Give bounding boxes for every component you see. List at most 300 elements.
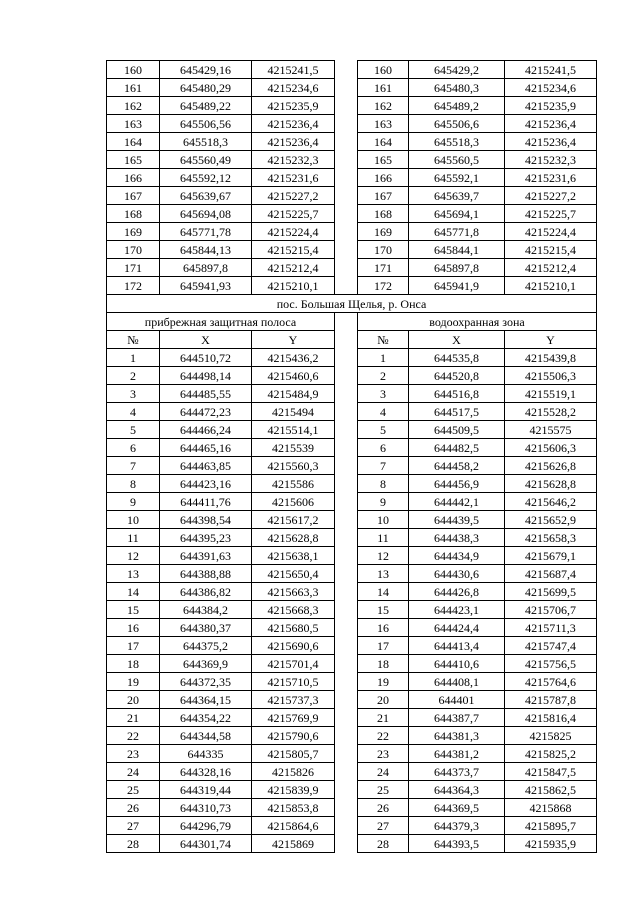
column-gap (335, 367, 358, 385)
left-point-number: 22 (107, 727, 160, 745)
left-y-coordinate: 4215701,4 (252, 655, 335, 673)
table-row (107, 115, 597, 133)
right-point-number: 11 (358, 529, 409, 547)
table-row (107, 151, 597, 169)
left-point-number: 8 (107, 475, 160, 493)
left-x-coordinate: 645941,93 (160, 277, 252, 295)
left-y-coordinate: 4215650,4 (252, 565, 335, 583)
right-x-coordinate: 644482,5 (409, 439, 505, 457)
left-y-coordinate: 4215638,1 (252, 547, 335, 565)
right-y-coordinate: 4215575 (505, 421, 597, 439)
right-x-coordinate: 645639,7 (409, 187, 505, 205)
table-row (107, 529, 597, 547)
column-gap (335, 799, 358, 817)
column-gap (335, 601, 358, 619)
right-point-number: 7 (358, 457, 409, 475)
right-y-coordinate: 4215236,4 (505, 115, 597, 133)
left-x-coordinate: 644395,23 (160, 529, 252, 547)
right-point-number: 4 (358, 403, 409, 421)
left-point-number: 7 (107, 457, 160, 475)
right-x-coordinate: 645518,3 (409, 133, 505, 151)
section-title: пос. Большая Щелья, р. Онса (107, 295, 597, 313)
right-y-coordinate: 4215241,5 (505, 61, 597, 79)
right-point-number: 25 (358, 781, 409, 799)
right-point-number: 9 (358, 493, 409, 511)
left-x-coordinate: 645429,16 (160, 61, 252, 79)
column-gap (335, 781, 358, 799)
right-x-coordinate: 645506,6 (409, 115, 505, 133)
right-x-coordinate: 644456,9 (409, 475, 505, 493)
left-y-coordinate: 4215586 (252, 475, 335, 493)
right-x-coordinate: 645489,2 (409, 97, 505, 115)
column-gap (335, 241, 358, 259)
table-row (107, 277, 597, 295)
left-x-coordinate: 644375,2 (160, 637, 252, 655)
right-header-number: № (358, 331, 409, 349)
left-x-coordinate: 644398,54 (160, 511, 252, 529)
right-x-coordinate: 644424,4 (409, 619, 505, 637)
right-point-number: 12 (358, 547, 409, 565)
left-y-coordinate: 4215769,9 (252, 709, 335, 727)
right-y-coordinate: 4215825 (505, 727, 597, 745)
right-x-coordinate: 644393,5 (409, 835, 505, 853)
right-point-number: 2 (358, 367, 409, 385)
left-point-number: 12 (107, 547, 160, 565)
right-point-number: 19 (358, 673, 409, 691)
table-row (107, 349, 597, 367)
right-point-number: 21 (358, 709, 409, 727)
table-row (107, 655, 597, 673)
left-y-coordinate: 4215225,7 (252, 205, 335, 223)
left-y-coordinate: 4215864,6 (252, 817, 335, 835)
right-x-coordinate: 645694,1 (409, 205, 505, 223)
column-gap (335, 511, 358, 529)
right-point-number: 165 (358, 151, 409, 169)
left-header-number: № (107, 331, 160, 349)
right-point-number: 22 (358, 727, 409, 745)
table-row (107, 691, 597, 709)
column-gap (335, 205, 358, 223)
left-x-coordinate: 644472,23 (160, 403, 252, 421)
column-gap (335, 115, 358, 133)
table-row (107, 817, 597, 835)
right-point-number: 167 (358, 187, 409, 205)
left-x-coordinate: 644296,79 (160, 817, 252, 835)
right-point-number: 13 (358, 565, 409, 583)
column-gap (335, 403, 358, 421)
table-row (107, 745, 597, 763)
left-point-number: 17 (107, 637, 160, 655)
left-x-coordinate: 644391,63 (160, 547, 252, 565)
table-row (107, 763, 597, 781)
column-gap (335, 709, 358, 727)
left-x-coordinate: 644372,35 (160, 673, 252, 691)
left-point-number: 6 (107, 439, 160, 457)
left-point-number: 24 (107, 763, 160, 781)
right-point-number: 164 (358, 133, 409, 151)
left-y-coordinate: 4215539 (252, 439, 335, 457)
column-gap (335, 529, 358, 547)
left-point-number: 23 (107, 745, 160, 763)
left-x-coordinate: 644466,24 (160, 421, 252, 439)
column-gap (335, 691, 358, 709)
right-y-coordinate: 4215210,1 (505, 277, 597, 295)
column-gap (335, 169, 358, 187)
right-y-coordinate: 4215699,5 (505, 583, 597, 601)
right-y-coordinate: 4215706,7 (505, 601, 597, 619)
left-y-coordinate: 4215235,9 (252, 97, 335, 115)
right-x-coordinate: 644442,1 (409, 493, 505, 511)
table-row (107, 61, 597, 79)
right-y-coordinate: 4215679,1 (505, 547, 597, 565)
right-y-coordinate: 4215816,4 (505, 709, 597, 727)
right-x-coordinate: 644413,4 (409, 637, 505, 655)
left-point-number: 170 (107, 241, 160, 259)
right-x-coordinate: 644364,3 (409, 781, 505, 799)
column-gap (335, 583, 358, 601)
table-row (107, 385, 597, 403)
table-row (107, 547, 597, 565)
right-point-number: 6 (358, 439, 409, 457)
left-y-coordinate: 4215232,3 (252, 151, 335, 169)
right-y-coordinate: 4215628,8 (505, 475, 597, 493)
right-x-coordinate: 644458,2 (409, 457, 505, 475)
column-gap (335, 655, 358, 673)
column-gap (335, 493, 358, 511)
right-x-coordinate: 645941,9 (409, 277, 505, 295)
left-point-number: 164 (107, 133, 160, 151)
left-x-coordinate: 644510,72 (160, 349, 252, 367)
table-row (107, 97, 597, 115)
right-x-coordinate: 644434,9 (409, 547, 505, 565)
left-x-coordinate: 644463,85 (160, 457, 252, 475)
left-header-x: X (160, 331, 252, 349)
top-rows-body (107, 61, 597, 295)
right-x-coordinate: 644379,3 (409, 817, 505, 835)
right-zone-title: водоохранная зона (358, 313, 597, 331)
right-y-coordinate: 4215235,9 (505, 97, 597, 115)
table-row (107, 133, 597, 151)
right-y-coordinate: 4215234,6 (505, 79, 597, 97)
right-y-coordinate: 4215825,2 (505, 745, 597, 763)
right-point-number: 171 (358, 259, 409, 277)
left-x-coordinate: 645560,49 (160, 151, 252, 169)
left-x-coordinate: 644386,82 (160, 583, 252, 601)
right-point-number: 161 (358, 79, 409, 97)
left-x-coordinate: 644388,88 (160, 565, 252, 583)
left-x-coordinate: 644384,2 (160, 601, 252, 619)
left-y-coordinate: 4215617,2 (252, 511, 335, 529)
left-x-coordinate: 644411,76 (160, 493, 252, 511)
left-x-coordinate: 644380,37 (160, 619, 252, 637)
table-row (107, 205, 597, 223)
left-y-coordinate: 4215224,4 (252, 223, 335, 241)
left-y-coordinate: 4215484,9 (252, 385, 335, 403)
left-x-coordinate: 645592,12 (160, 169, 252, 187)
right-x-coordinate: 644381,3 (409, 727, 505, 745)
column-gap (335, 385, 358, 403)
right-x-coordinate: 644509,5 (409, 421, 505, 439)
right-y-coordinate: 4215652,9 (505, 511, 597, 529)
left-x-coordinate: 645844,13 (160, 241, 252, 259)
left-x-coordinate: 645897,8 (160, 259, 252, 277)
right-point-number: 170 (358, 241, 409, 259)
table-row (107, 259, 597, 277)
column-gap (335, 97, 358, 115)
right-y-coordinate: 4215764,6 (505, 673, 597, 691)
left-x-coordinate: 645506,56 (160, 115, 252, 133)
left-x-coordinate: 644423,16 (160, 475, 252, 493)
left-y-coordinate: 4215231,6 (252, 169, 335, 187)
left-x-coordinate: 644328,16 (160, 763, 252, 781)
left-x-coordinate: 645771,78 (160, 223, 252, 241)
table-row (107, 583, 597, 601)
left-y-coordinate: 4215514,1 (252, 421, 335, 439)
table-row (107, 781, 597, 799)
column-gap (335, 151, 358, 169)
column-gap (335, 259, 358, 277)
left-point-number: 161 (107, 79, 160, 97)
table-row (107, 475, 597, 493)
left-point-number: 14 (107, 583, 160, 601)
left-y-coordinate: 4215236,4 (252, 133, 335, 151)
left-y-coordinate: 4215663,3 (252, 583, 335, 601)
column-gap (335, 745, 358, 763)
right-point-number: 24 (358, 763, 409, 781)
right-point-number: 10 (358, 511, 409, 529)
left-point-number: 18 (107, 655, 160, 673)
left-y-coordinate: 4215805,7 (252, 745, 335, 763)
left-x-coordinate: 644301,74 (160, 835, 252, 853)
right-x-coordinate: 645897,8 (409, 259, 505, 277)
right-x-coordinate: 644408,1 (409, 673, 505, 691)
left-y-coordinate: 4215680,5 (252, 619, 335, 637)
left-point-number: 163 (107, 115, 160, 133)
right-y-coordinate: 4215787,8 (505, 691, 597, 709)
right-x-coordinate: 645844,1 (409, 241, 505, 259)
right-y-coordinate: 4215236,4 (505, 133, 597, 151)
column-gap (335, 457, 358, 475)
column-gap (335, 61, 358, 79)
right-x-coordinate: 645592,1 (409, 169, 505, 187)
right-point-number: 18 (358, 655, 409, 673)
right-point-number: 17 (358, 637, 409, 655)
right-y-coordinate: 4215227,2 (505, 187, 597, 205)
column-gap (335, 817, 358, 835)
column-gap (335, 79, 358, 97)
right-x-coordinate: 644401 (409, 691, 505, 709)
left-y-coordinate: 4215606 (252, 493, 335, 511)
right-point-number: 15 (358, 601, 409, 619)
left-y-coordinate: 4215234,6 (252, 79, 335, 97)
left-point-number: 16 (107, 619, 160, 637)
right-y-coordinate: 4215646,2 (505, 493, 597, 511)
right-y-coordinate: 4215895,7 (505, 817, 597, 835)
left-point-number: 26 (107, 799, 160, 817)
left-point-number: 11 (107, 529, 160, 547)
left-point-number: 4 (107, 403, 160, 421)
table-row (107, 565, 597, 583)
left-point-number: 169 (107, 223, 160, 241)
right-x-coordinate: 644381,2 (409, 745, 505, 763)
left-x-coordinate: 644485,55 (160, 385, 252, 403)
left-y-coordinate: 4215210,1 (252, 277, 335, 295)
column-gap (335, 835, 358, 853)
column-gap (335, 349, 358, 367)
left-point-number: 166 (107, 169, 160, 187)
column-gap (335, 673, 358, 691)
left-point-number: 10 (107, 511, 160, 529)
left-x-coordinate: 644344,58 (160, 727, 252, 745)
right-point-number: 28 (358, 835, 409, 853)
table-row (107, 493, 597, 511)
right-point-number: 3 (358, 385, 409, 403)
right-point-number: 172 (358, 277, 409, 295)
column-gap (335, 547, 358, 565)
table-row (107, 457, 597, 475)
left-x-coordinate: 644465,16 (160, 439, 252, 457)
column-gap (335, 637, 358, 655)
right-y-coordinate: 4215687,4 (505, 565, 597, 583)
right-point-number: 162 (358, 97, 409, 115)
right-y-coordinate: 4215868 (505, 799, 597, 817)
right-header-y: Y (505, 331, 597, 349)
left-point-number: 25 (107, 781, 160, 799)
left-x-coordinate: 644364,15 (160, 691, 252, 709)
right-point-number: 16 (358, 619, 409, 637)
column-gap (335, 439, 358, 457)
left-y-coordinate: 4215668,3 (252, 601, 335, 619)
table-row (107, 601, 597, 619)
right-x-coordinate: 644520,8 (409, 367, 505, 385)
left-zone-title: прибрежная защитная полоса (107, 313, 335, 331)
left-x-coordinate: 645694,08 (160, 205, 252, 223)
left-point-number: 3 (107, 385, 160, 403)
left-point-number: 2 (107, 367, 160, 385)
left-point-number: 167 (107, 187, 160, 205)
right-y-coordinate: 4215215,4 (505, 241, 597, 259)
right-point-number: 168 (358, 205, 409, 223)
left-point-number: 13 (107, 565, 160, 583)
right-point-number: 160 (358, 61, 409, 79)
right-y-coordinate: 4215935,9 (505, 835, 597, 853)
right-y-coordinate: 4215711,3 (505, 619, 597, 637)
table-row (107, 169, 597, 187)
right-y-coordinate: 4215225,7 (505, 205, 597, 223)
column-gap (335, 619, 358, 637)
left-y-coordinate: 4215737,3 (252, 691, 335, 709)
left-y-coordinate: 4215215,4 (252, 241, 335, 259)
right-x-coordinate: 644426,8 (409, 583, 505, 601)
right-x-coordinate: 645429,2 (409, 61, 505, 79)
left-y-coordinate: 4215460,6 (252, 367, 335, 385)
right-y-coordinate: 4215658,3 (505, 529, 597, 547)
right-point-number: 27 (358, 817, 409, 835)
right-point-number: 26 (358, 799, 409, 817)
left-y-coordinate: 4215227,2 (252, 187, 335, 205)
right-y-coordinate: 4215756,5 (505, 655, 597, 673)
table-row (107, 79, 597, 97)
left-x-coordinate: 644319,44 (160, 781, 252, 799)
left-point-number: 21 (107, 709, 160, 727)
right-y-coordinate: 4215528,2 (505, 403, 597, 421)
right-y-coordinate: 4215212,4 (505, 259, 597, 277)
column-gap (335, 187, 358, 205)
right-point-number: 169 (358, 223, 409, 241)
left-y-coordinate: 4215628,8 (252, 529, 335, 547)
left-point-number: 171 (107, 259, 160, 277)
left-x-coordinate: 645480,29 (160, 79, 252, 97)
left-point-number: 168 (107, 205, 160, 223)
right-x-coordinate: 645560,5 (409, 151, 505, 169)
left-y-coordinate: 4215560,3 (252, 457, 335, 475)
right-y-coordinate: 4215506,3 (505, 367, 597, 385)
column-gap (335, 475, 358, 493)
right-y-coordinate: 4215224,4 (505, 223, 597, 241)
left-x-coordinate: 644354,22 (160, 709, 252, 727)
table-row (107, 439, 597, 457)
right-point-number: 5 (358, 421, 409, 439)
section-header (107, 295, 597, 349)
left-point-number: 27 (107, 817, 160, 835)
table-row (107, 403, 597, 421)
bottom-rows-body (107, 349, 597, 853)
left-y-coordinate: 4215839,9 (252, 781, 335, 799)
left-point-number: 9 (107, 493, 160, 511)
left-y-coordinate: 4215853,8 (252, 799, 335, 817)
table-row (107, 241, 597, 259)
right-x-coordinate: 645771,8 (409, 223, 505, 241)
column-gap (335, 565, 358, 583)
right-y-coordinate: 4215847,5 (505, 763, 597, 781)
right-x-coordinate: 644438,3 (409, 529, 505, 547)
column-gap (335, 331, 358, 349)
right-x-coordinate: 644535,8 (409, 349, 505, 367)
right-point-number: 14 (358, 583, 409, 601)
left-y-coordinate: 4215212,4 (252, 259, 335, 277)
left-point-number: 162 (107, 97, 160, 115)
left-y-coordinate: 4215494 (252, 403, 335, 421)
right-y-coordinate: 4215862,5 (505, 781, 597, 799)
left-y-coordinate: 4215710,5 (252, 673, 335, 691)
right-y-coordinate: 4215519,1 (505, 385, 597, 403)
table-row (107, 799, 597, 817)
right-y-coordinate: 4215232,3 (505, 151, 597, 169)
right-x-coordinate: 644387,7 (409, 709, 505, 727)
column-gap (335, 223, 358, 241)
table-row (107, 709, 597, 727)
left-point-number: 20 (107, 691, 160, 709)
right-header-x: X (409, 331, 505, 349)
table-row (107, 619, 597, 637)
table-row (107, 421, 597, 439)
right-point-number: 1 (358, 349, 409, 367)
left-y-coordinate: 4215790,6 (252, 727, 335, 745)
column-gap (335, 727, 358, 745)
table-row (107, 835, 597, 853)
right-y-coordinate: 4215626,8 (505, 457, 597, 475)
left-x-coordinate: 644310,73 (160, 799, 252, 817)
left-y-coordinate: 4215826 (252, 763, 335, 781)
right-x-coordinate: 644373,7 (409, 763, 505, 781)
right-x-coordinate: 644369,5 (409, 799, 505, 817)
left-x-coordinate: 644335 (160, 745, 252, 763)
left-x-coordinate: 645489,22 (160, 97, 252, 115)
column-gap (335, 133, 358, 151)
table-row (107, 637, 597, 655)
column-gap (335, 313, 358, 331)
table-row (107, 673, 597, 691)
